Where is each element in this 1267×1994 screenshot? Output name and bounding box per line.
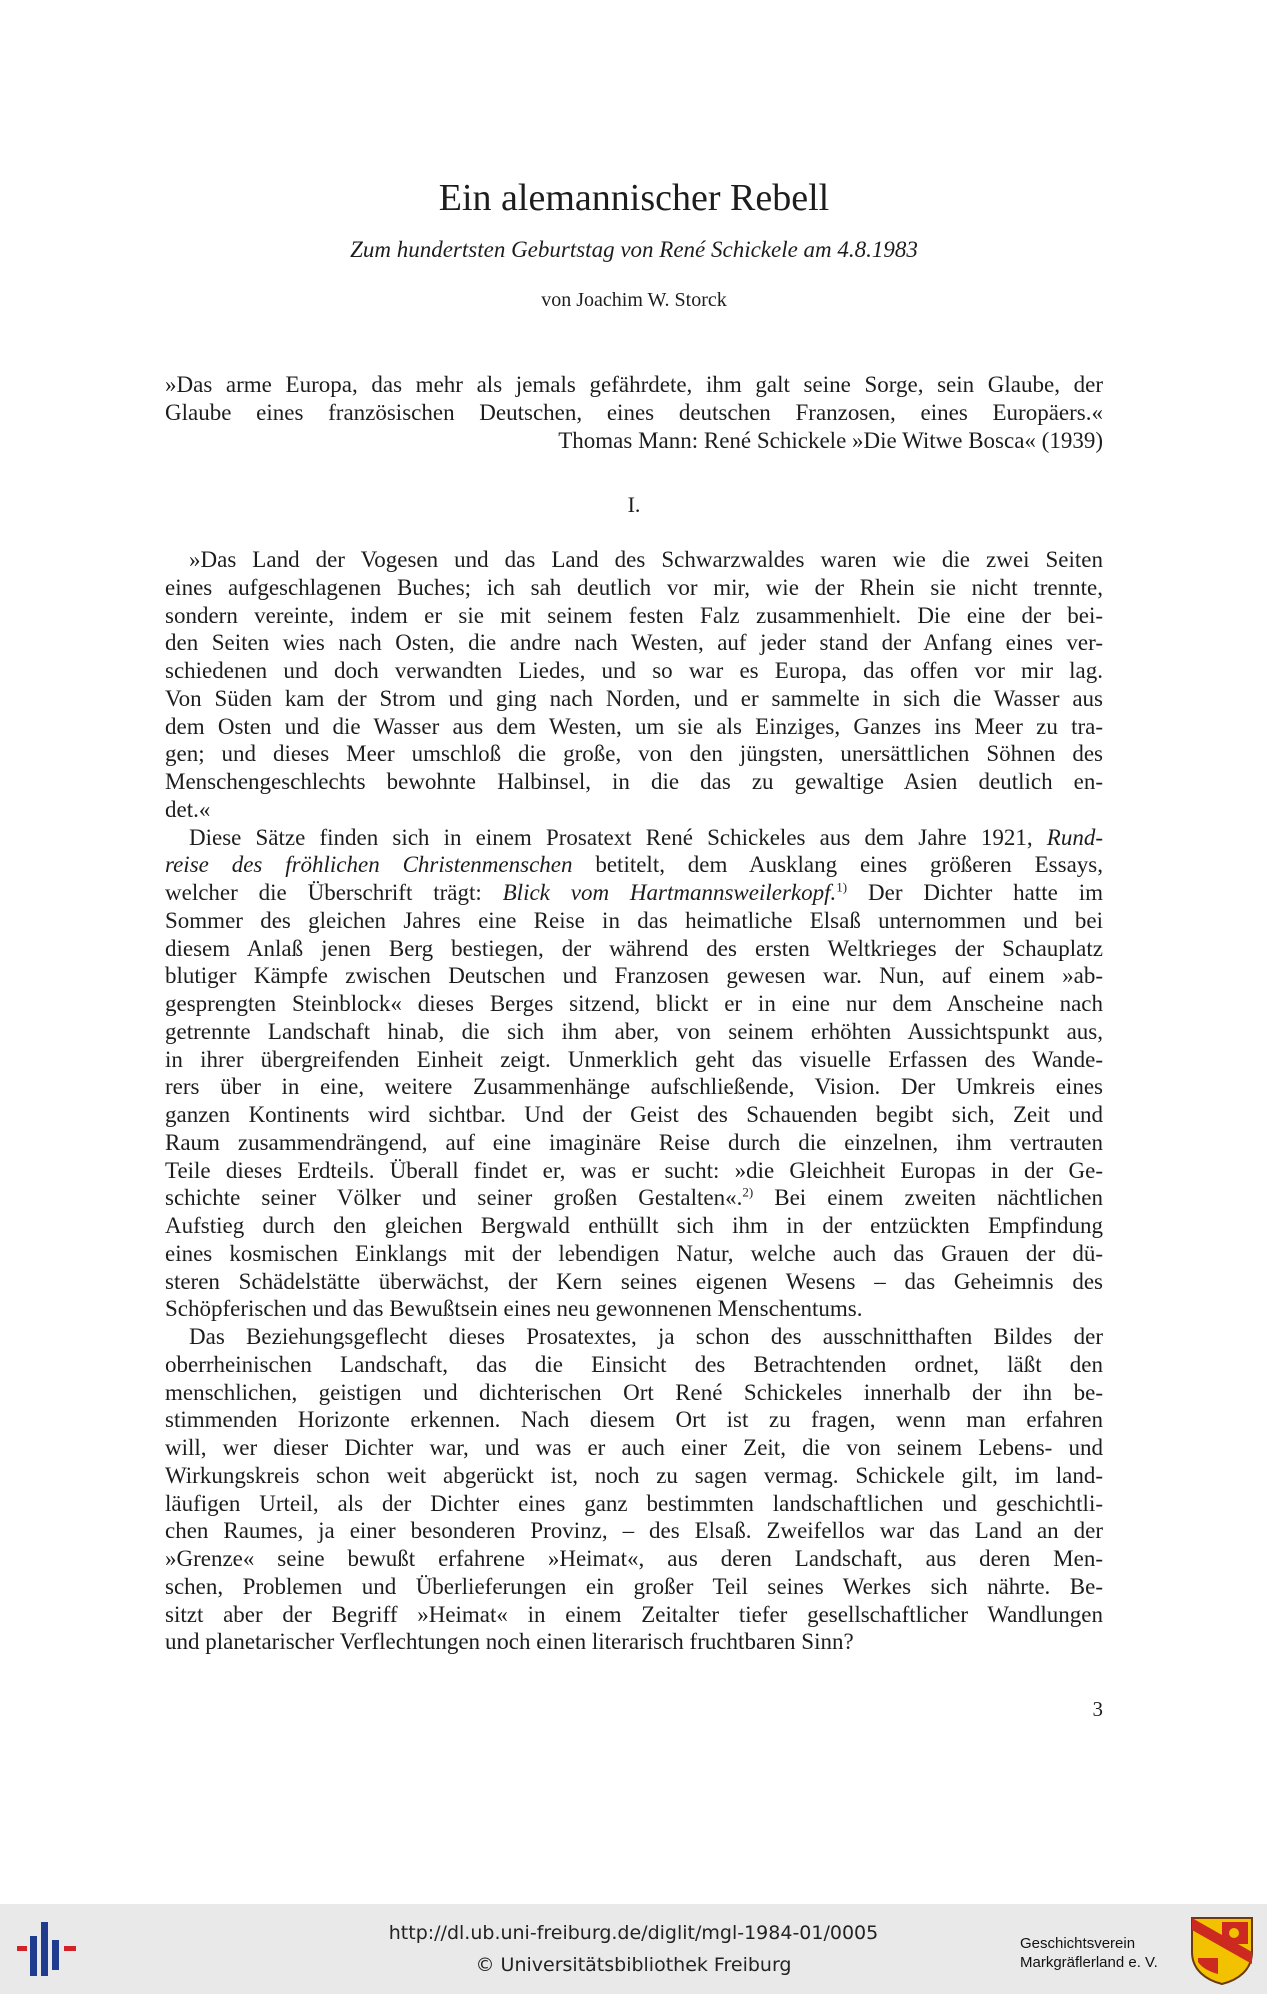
text-line: »Das Land der Vogesen und das Land des Schwarzwaldes waren wie die zwei Seiten bbox=[189, 547, 1103, 572]
footer-copyright: © Universitätsbibliothek Freiburg bbox=[475, 1954, 792, 1976]
text-run: schichte seiner Völker und seiner großen Gestalten«. bbox=[165, 1185, 743, 1211]
motto-source: Thomas Mann: René Schickele »Die Witwe Bosca« (1939) bbox=[558, 428, 1103, 453]
text-line: Das Beziehungsgeflecht dieses Prosatextes, ja schon des ausschnitthaften Bildes der bbox=[189, 1324, 1103, 1349]
text-line: eines kosmischen Einklangs mit der lebendigen Natur, welche auch das Grauen der dü- bbox=[165, 1240, 1103, 1266]
article-author: von Joachim W. Storck bbox=[541, 289, 727, 311]
work-title: Rund- bbox=[1046, 824, 1103, 850]
text-line: läufigen Urteil, als der Dichter eines ganz bestimmten landschaftlichen und geschichtli- bbox=[165, 1490, 1103, 1516]
text-line: chen Raumes, ja einer besonderen Provinz, – des Elsaß. Zweifellos war das Land an der bbox=[165, 1518, 1103, 1544]
text-run: Bei einem zweiten nächtlichen bbox=[774, 1185, 1103, 1211]
text-line: rers über in eine, weitere Zusammenhänge aufschließende, Vision. Der Umkreis eines bbox=[165, 1074, 1103, 1100]
footnote-ref[interactable]: 1) bbox=[836, 879, 848, 895]
text-line: blutiger Kämpfe zwischen Deutschen und Franzosen gewesen war. Nun, auf einem »ab- bbox=[165, 963, 1103, 989]
text-line: Teile dieses Erdteils. Überall findet er, was er sucht: »die Gleichheit Europas in der Ge- bbox=[165, 1157, 1103, 1183]
text-line bbox=[165, 1184, 1103, 1212]
text-line: Sommer des gleichen Jahres eine Reise in das heimatliche Elsaß unternommen und bei bbox=[165, 907, 1103, 933]
text-line bbox=[165, 824, 1103, 852]
work-title: Blick vom Hartmannsweilerkopf. bbox=[502, 880, 837, 905]
text-line: Von Süden kam der Strom und ging nach Norden, und er sammelte in sich die Wasser aus bbox=[165, 685, 1103, 711]
text-line: Wirkungskreis schon weit abgerückt ist, noch zu sagen vermag. Schickele gilt, im land- bbox=[165, 1462, 1103, 1488]
text-line: sitzt aber der Begriff »Heimat« in einem Zeitalter tiefer gesellschaftlicher Wandlungen bbox=[165, 1601, 1103, 1627]
article-subtitle: Zum hundertsten Geburtstag von René Schickele am 4.8.1983 bbox=[350, 237, 918, 262]
footer-url-link[interactable]: http://dl.ub.uni-freiburg.de/diglit/mgl-1984-01/0005 bbox=[388, 1922, 879, 1944]
text-line: dem Osten und die Wasser aus dem Westen, um sie als Einziges, Ganzes ins Meer zu tra- bbox=[165, 713, 1103, 739]
text-run: welcher die Überschrift trägt: bbox=[165, 880, 482, 905]
article-title: Ein alemannischer Rebell bbox=[438, 177, 830, 219]
text-line: Aufstieg durch den gleichen Bergwald enthüllt sich ihm in der entzückten Empfindung bbox=[165, 1213, 1103, 1238]
text-line: Menschengeschlechts bewohnte Halbinsel, in die das zu gewaltige Asien deutlich en- bbox=[165, 769, 1103, 794]
text-run: Der Dichter hatte im bbox=[868, 880, 1104, 905]
text-line: gesprengten Steinblock« dieses Berges sitzend, blickt er in eine nur dem Anscheine nach bbox=[165, 991, 1103, 1016]
motto-quote bbox=[165, 371, 1103, 455]
text-line: Schöpferischen und das Bewußtsein eines neu gewonnenen Menschentums. bbox=[165, 1296, 863, 1322]
page-number: 3 bbox=[1092, 1697, 1103, 1721]
text-run: betitelt, dem Ausklang eines größeren Essays, bbox=[595, 852, 1103, 878]
text-run: Diese Sätze finden sich in einem Prosatext René Schickeles aus dem Jahre 1921, bbox=[189, 824, 1033, 850]
text-line: oberrheinischen Landschaft, das die Einsicht des Betrachtenden ordnet, läßt den bbox=[165, 1351, 1103, 1377]
org-name-line: Geschichtsverein bbox=[1020, 1935, 1136, 1952]
motto-line: Glaube eines französischen Deutschen, eines deutschen Franzosen, eines Europäers.« bbox=[165, 400, 1103, 425]
coat-of-arms-icon bbox=[1188, 1914, 1256, 1986]
text-line bbox=[165, 879, 1103, 907]
work-title: reise des fröhlichen Christenmenschen bbox=[165, 852, 573, 878]
text-line: »Grenze« seine bewußt erfahrene »Heimat«, aus deren Landschaft, aus deren Men- bbox=[165, 1546, 1103, 1571]
footer-organization bbox=[1020, 1934, 1158, 1972]
text-line: Raum zusammendrängend, auf eine imaginäre Reise durch die einzelnen, ihm vertrauten bbox=[165, 1129, 1103, 1155]
motto-line: »Das arme Europa, das mehr als jemals gefährdete, ihm galt seine Sorge, sein Glaube, der bbox=[165, 372, 1103, 397]
text-line: sondern vereinte, indem er sie mit seinem festen Falz zusammenhielt. Die eine der bei- bbox=[165, 602, 1103, 628]
text-line: eines aufgeschlagenen Buches; ich sah deutlich vor mir, wie der Rhein sie nicht trennte, bbox=[165, 574, 1103, 600]
text-line: den Seiten wies nach Osten, die andre nach Westen, auf jeder stand der Anfang eines ver- bbox=[165, 630, 1103, 656]
text-line: det.« bbox=[165, 796, 211, 822]
text-line: will, wer dieser Dichter war, und was er auch einer Zeit, die von seinem Lebens- und bbox=[165, 1435, 1103, 1460]
body-text bbox=[165, 546, 1103, 1656]
text-line: schen, Problemen und Überlieferungen ein großer Teil seines Werkes sich nährte. Be- bbox=[165, 1573, 1103, 1599]
text-line: getrennte Landschaft hinab, die sich ihm aber, von seinem erhöhten Aussichtspunkt aus, bbox=[165, 1018, 1103, 1044]
section-number: I. bbox=[627, 492, 641, 517]
footnote-ref[interactable]: 2) bbox=[742, 1184, 754, 1200]
text-line: ganzen Kontinents wird sichtbar. Und der Geist des Schauenden begibt sich, Zeit und bbox=[165, 1102, 1103, 1127]
text-line: schiedenen und doch verwandten Liedes, und so war es Europa, das offen vor mir lag. bbox=[165, 658, 1103, 683]
text-line: menschlichen, geistigen und dichterischen Ort René Schickeles innerhalb der ihn be- bbox=[165, 1379, 1103, 1405]
footer-bar bbox=[0, 1904, 1267, 1994]
text-line: diesem Anlaß jenen Berg bestiegen, der während des ersten Weltkrieges der Schauplatz bbox=[165, 935, 1103, 961]
text-line bbox=[165, 851, 1103, 879]
text-line: stimmenden Horizonte erkennen. Nach diesem Ort ist zu fragen, wenn man erfahren bbox=[165, 1407, 1103, 1433]
text-line: in ihrer übergreifenden Einheit zeigt. Unmerklich geht das visuelle Erfassen des Wande- bbox=[165, 1046, 1103, 1072]
text-line: und planetarischer Verflechtungen noch einen literarisch fruchtbaren Sinn? bbox=[165, 1629, 854, 1655]
text-line: steren Schädelstätte überwächst, der Kern seines eigenen Wesens – das Geheimnis des bbox=[165, 1268, 1103, 1294]
org-name-line: Markgräflerland e. V. bbox=[1020, 1954, 1158, 1971]
text-line: gen; und dieses Meer umschloß die große, von den jüngsten, unersättlichen Söhnen des bbox=[165, 741, 1103, 767]
